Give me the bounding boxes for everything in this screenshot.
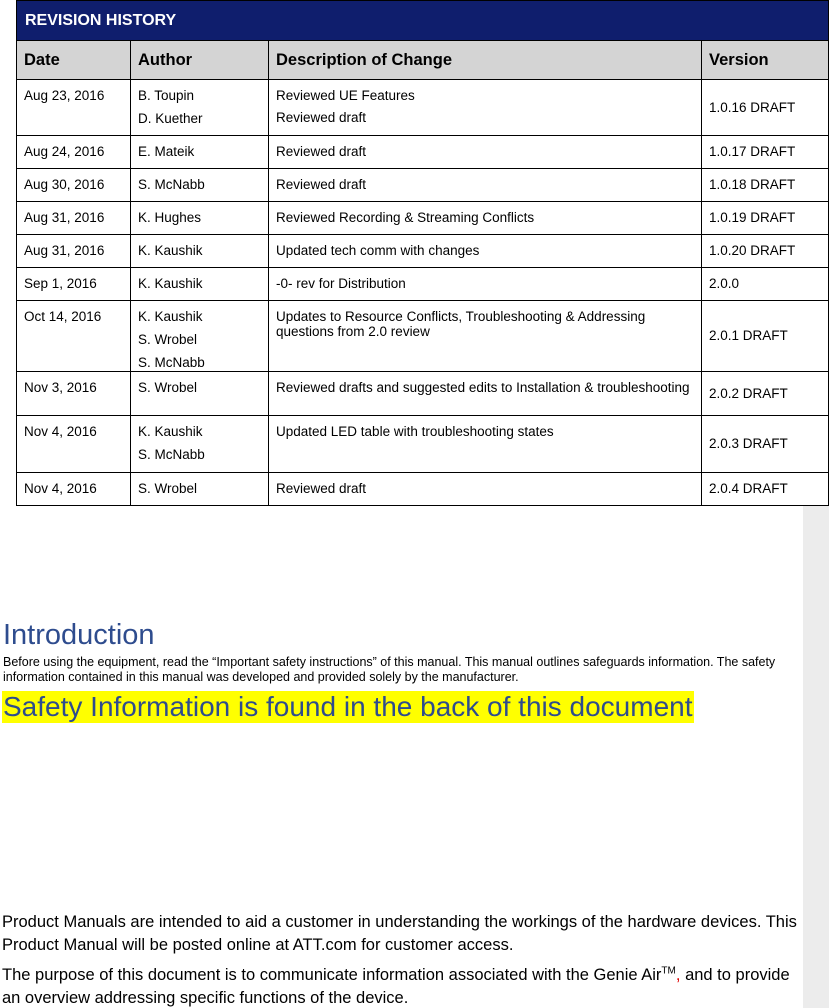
introduction-body: Before using the equipment, read the “Important safety instructions” of this manual. This manual outlines safeguards information. The safety information contained in this manual was developed and provided solely by the manufacturer. (3, 655, 776, 684)
cell-version: 1.0.19 DRAFT (702, 202, 829, 235)
cell-version: 2.0.4 DRAFT (702, 473, 829, 506)
cell-version: 1.0.20 DRAFT (702, 235, 829, 268)
cell-description (269, 169, 702, 202)
purpose-text-end: and to provide an overview addressing specific functions of the device. (2, 966, 790, 1007)
author-name: K. Kaushik (138, 276, 203, 291)
table-row (17, 169, 829, 202)
cell-date: Aug 31, 2016 (17, 202, 131, 235)
cell-description (269, 473, 702, 506)
cell-author (131, 301, 269, 372)
cell-version: 1.0.18 DRAFT (702, 169, 829, 202)
cell-description (269, 301, 702, 372)
author-name: D. Kuether (138, 111, 203, 126)
table-row (17, 202, 829, 235)
cell-date: Oct 14, 2016 (17, 301, 131, 372)
description-line: Updates to Resource Conflicts, Troubleshooting & Addressing questions from 2.0 review (276, 309, 646, 339)
description-line: Reviewed draft (276, 144, 367, 159)
cell-date: Aug 31, 2016 (17, 235, 131, 268)
author-name: E. Mateik (138, 144, 195, 159)
author-name: S. Wrobel (138, 481, 198, 496)
description-line: Updated LED table with troubleshooting states (276, 424, 554, 439)
cell-author (131, 473, 269, 506)
introduction-heading: Introduction (3, 619, 155, 651)
cell-version: 1.0.16 DRAFT (702, 80, 829, 136)
description-line: -0- rev for Distribution (276, 276, 406, 291)
column-header-description: Description of Change (269, 41, 702, 80)
author-name: B. Toupin (138, 88, 195, 103)
cell-description (269, 136, 702, 169)
cell-description (269, 416, 702, 473)
cell-author (131, 416, 269, 473)
cell-author (131, 372, 269, 416)
author-name: S. McNabb (138, 177, 205, 192)
cell-version: 1.0.17 DRAFT (702, 136, 829, 169)
revision-history-title: REVISION HISTORY (17, 1, 829, 41)
description-line: Reviewed draft (276, 110, 367, 125)
table-row (17, 80, 829, 136)
red-comma: , (675, 966, 681, 984)
trademark-mark: TM (661, 965, 676, 977)
cell-description (269, 372, 702, 416)
table-row (17, 136, 829, 169)
table-row (17, 268, 829, 301)
table-header-row (17, 41, 829, 80)
description-line: Updated tech comm with changes (276, 243, 480, 258)
author-name: S. Wrobel (138, 380, 198, 395)
cell-author (131, 80, 269, 136)
description-line: Reviewed UE Features (276, 88, 415, 103)
column-header-author: Author (131, 41, 269, 80)
description-line: Reviewed drafts and suggested edits to Installation & troubleshooting (276, 380, 690, 395)
cell-author (131, 202, 269, 235)
cell-date: Nov 4, 2016 (17, 416, 131, 473)
purpose-text-start: The purpose of this document is to communicate information associated with the Genie Air (2, 966, 662, 984)
cell-date: Nov 3, 2016 (17, 372, 131, 416)
cell-version: 2.0.0 (702, 268, 829, 301)
description-line: Reviewed Recording & Streaming Conflicts (276, 210, 535, 225)
author-name: K. Kaushik (138, 309, 203, 324)
cell-author (131, 169, 269, 202)
cell-date: Sep 1, 2016 (17, 268, 131, 301)
cell-description (269, 235, 702, 268)
author-name: K. Kaushik (138, 243, 203, 258)
cell-version: 2.0.3 DRAFT (702, 416, 829, 473)
author-name: K. Hughes (138, 210, 202, 225)
cell-author (131, 235, 269, 268)
cell-author (131, 136, 269, 169)
author-name: S. Wrobel (138, 332, 198, 347)
cell-description (269, 80, 702, 136)
description-line: Reviewed draft (276, 481, 367, 496)
cell-date: Aug 23, 2016 (17, 80, 131, 136)
table-row (17, 372, 829, 416)
author-name: S. McNabb (138, 355, 205, 370)
cell-date: Aug 24, 2016 (17, 136, 131, 169)
cell-description (269, 268, 702, 301)
table-row (17, 301, 829, 372)
safety-info-banner: Safety Information is found in the back of this document (3, 691, 693, 722)
cell-date: Aug 30, 2016 (17, 169, 131, 202)
author-name: S. McNabb (138, 447, 205, 462)
cell-author (131, 268, 269, 301)
table-row (17, 235, 829, 268)
revision-history-table (16, 0, 829, 506)
cell-version: 2.0.2 DRAFT (702, 372, 829, 416)
cell-description (269, 202, 702, 235)
product-manual-paragraph: Product Manuals are intended to aid a customer in understanding the workings of the hardware devices. This Product Manual will be posted online at ATT.com for customer access. (2, 913, 797, 954)
column-header-date: Date (17, 41, 131, 80)
author-name: K. Kaushik (138, 424, 203, 439)
cell-version: 2.0.1 DRAFT (702, 301, 829, 372)
description-line: Reviewed draft (276, 177, 367, 192)
table-row (17, 416, 829, 473)
column-header-version: Version (702, 41, 829, 80)
revision-table-body (17, 80, 829, 506)
purpose-paragraph (2, 964, 797, 1008)
table-row (17, 473, 829, 506)
cell-date: Nov 4, 2016 (17, 473, 131, 506)
